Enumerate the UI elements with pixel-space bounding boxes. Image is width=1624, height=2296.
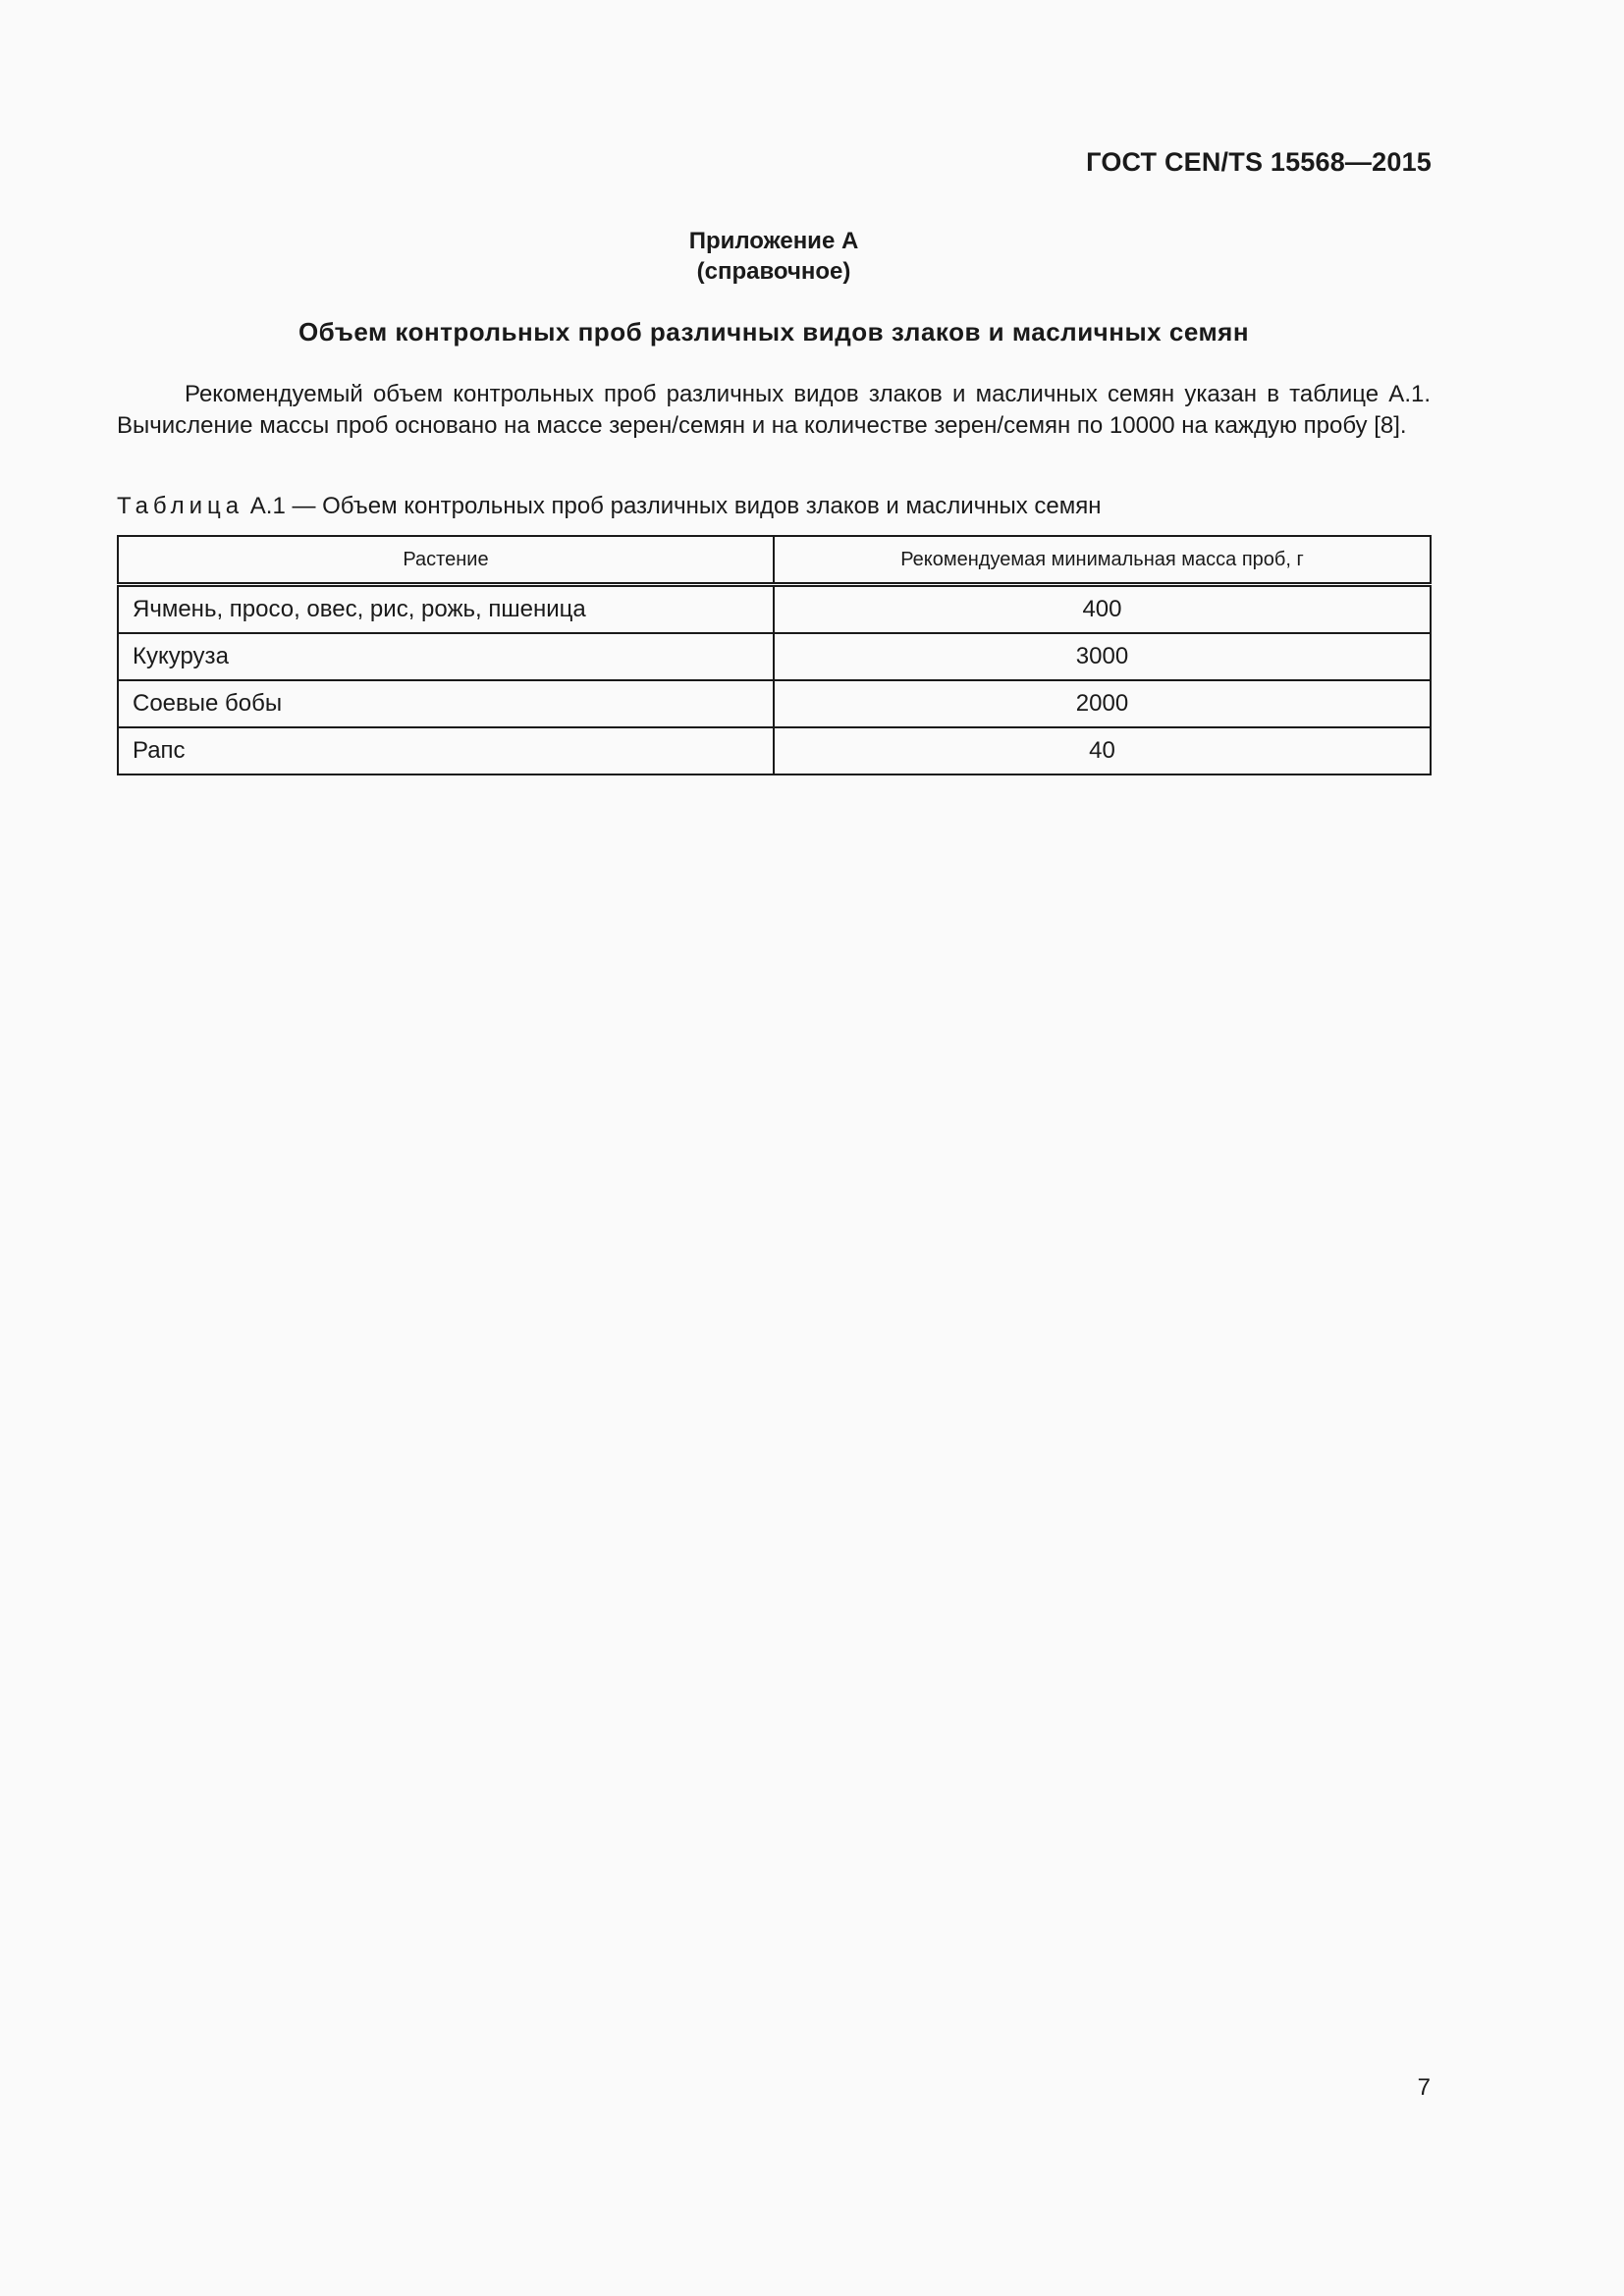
- page-number: 7: [1417, 2074, 1431, 2101]
- annex-status: (справочное): [696, 258, 851, 285]
- table-caption-text: А.1 — Объем контрольных проб различных видов злаков и масличных семян: [249, 493, 1102, 519]
- table-header-row: [118, 536, 1431, 585]
- annex-heading: [117, 226, 1431, 287]
- header-plant: Растение: [118, 536, 774, 585]
- standard-code: ГОСТ CEN/TS 15568—2015: [1086, 147, 1432, 177]
- cell-mass: 40: [774, 727, 1431, 774]
- body-paragraph: Рекомендуемый объем контрольных проб различных видов злаков и масличных семян указан в таблице А.1. Вычисление массы проб основано на массе зерен/семян и на количестве зерен/семян по 10000 на каждую пробу [8].: [117, 381, 1431, 439]
- table-row: [118, 680, 1431, 727]
- cell-plant: Ячмень, просо, овес, рис, рожь, пшеница: [118, 585, 774, 634]
- cell-plant: Соевые бобы: [118, 680, 774, 727]
- table-row: [118, 585, 1431, 634]
- annex-title: Объем контрольных проб различных видов злаков и масличных семян: [298, 317, 1250, 347]
- cell-mass: 2000: [774, 680, 1431, 727]
- cell-plant: Кукуруза: [118, 633, 774, 680]
- cell-mass: 3000: [774, 633, 1431, 680]
- table-row: [118, 727, 1431, 774]
- annex-label: Приложение А: [688, 228, 859, 254]
- cell-mass: 400: [774, 585, 1431, 634]
- header-min-mass: Рекомендуемая минимальная масса проб, г: [774, 536, 1431, 585]
- samples-table: [117, 535, 1432, 775]
- cell-plant: Рапс: [118, 727, 774, 774]
- table-caption-word: Таблица: [117, 493, 244, 519]
- table-row: [118, 633, 1431, 680]
- table-caption: [117, 493, 1102, 520]
